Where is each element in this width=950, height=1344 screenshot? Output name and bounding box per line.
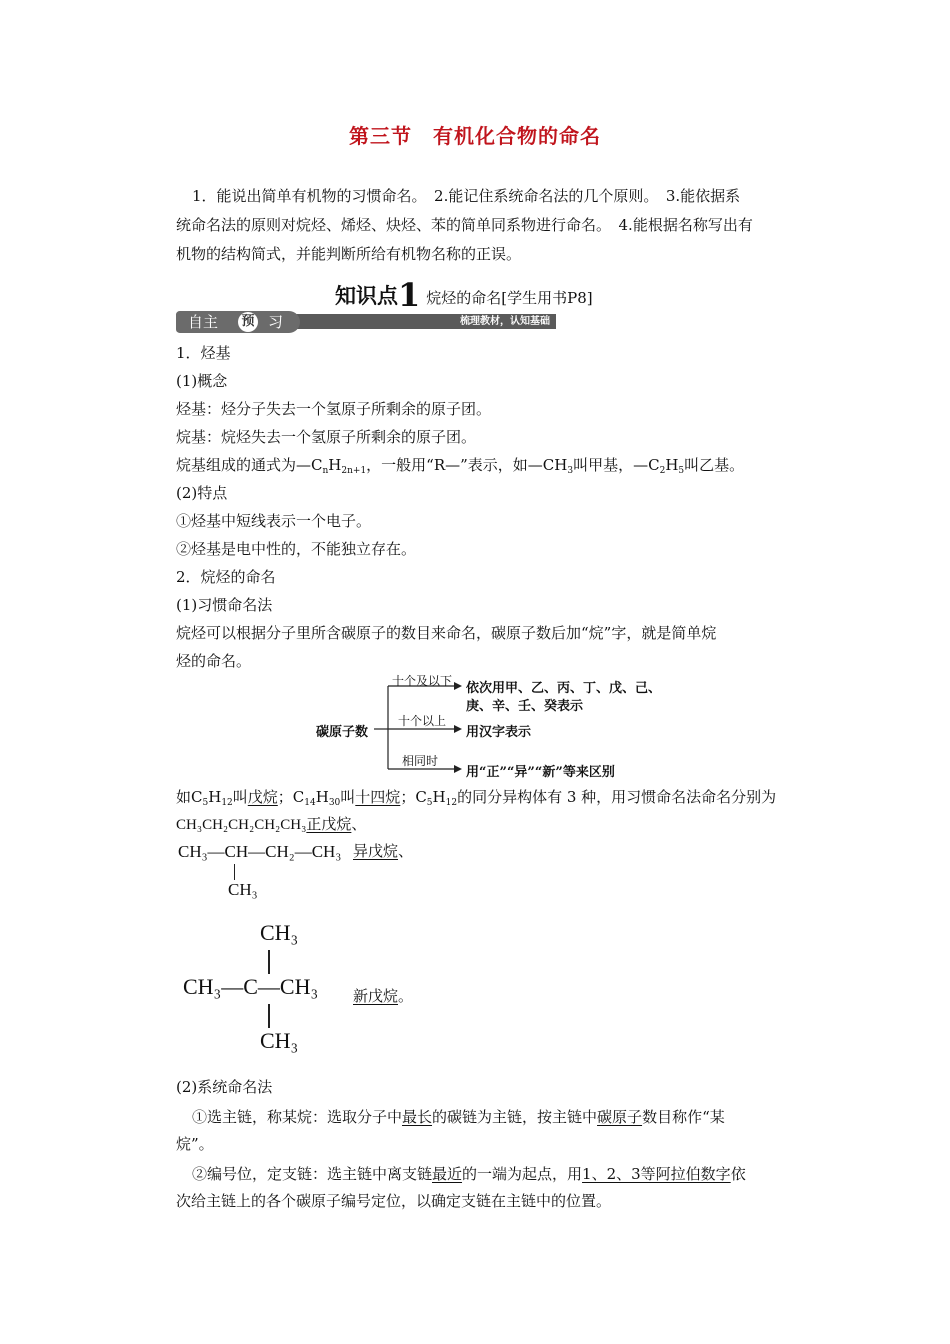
branch-1-label: 十个及以下 bbox=[392, 674, 453, 688]
banner-circle: 预 bbox=[238, 312, 258, 332]
feature-1: ①烃基中短线表示一个电子。 bbox=[176, 512, 372, 530]
knowledge-point-number: 1 bbox=[398, 276, 421, 314]
neopentane-bottom: CH₃ bbox=[260, 1028, 299, 1053]
knowledge-point-heading bbox=[335, 276, 593, 314]
branch-2-text: 用汉字表示 bbox=[466, 725, 532, 740]
objective-line-2: 统命名法的原则对烷烃、烯烃、炔烃、苯的简单同系物进行命名。 4.能根据名称写出有 bbox=[176, 216, 753, 234]
self-study-banner bbox=[176, 311, 556, 333]
neopentane-name-wrap: 新戊烷。 bbox=[353, 989, 414, 1005]
branch-1-text-b: 庚、辛、壬、癸表示 bbox=[466, 699, 584, 714]
hydrocarbyl-def: 烃基：烃分子失去一个氢原子所剩余的原子团。 bbox=[176, 400, 492, 418]
section-1-heading: 1．烃基 bbox=[176, 344, 231, 362]
objective-line-3: 机物的结构简式，并能判断所给有机物名称的正误。 bbox=[176, 245, 522, 263]
neopentane-main: CH₃—C—CH₃ bbox=[183, 974, 319, 999]
n-pentane-formula: CH₃CH₂CH₂CH₂CH₃ bbox=[176, 817, 307, 833]
diagram-root: 碳原子数 bbox=[316, 725, 369, 740]
neopentane-top-bond bbox=[268, 950, 270, 974]
carbon-count-diagram bbox=[316, 672, 676, 784]
page-title: 第三节 有机化合物的命名 bbox=[349, 124, 601, 148]
banner-label-b: 习 bbox=[268, 313, 284, 331]
systematic-rule-1-line-2: 烷”。 bbox=[176, 1135, 214, 1153]
alkyl-def: 烷基：烷烃失去一个氢原子所剩余的原子团。 bbox=[176, 428, 477, 446]
common-naming-text-2: 烃的命名。 bbox=[176, 652, 252, 670]
branch-1-text-a: 依次用甲、乙、丙、丁、戊、己、 bbox=[466, 681, 662, 696]
systematic-rule-1-line-1: ①选主链，称某烷：选取分子中最长的碳链为主链，按主链中碳原子数目称作“某 bbox=[192, 1108, 725, 1126]
branch-3-text: 用“正”“异”“新”等来区别 bbox=[466, 765, 615, 780]
isopentane-branch: CH₃ bbox=[228, 880, 258, 899]
common-naming-text-1: 烷烃可以根据分子里所含碳原子的数目来命名，碳原子数后加“烷”字，就是简单烷 bbox=[176, 624, 717, 642]
n-pentane-name: 正戊烷 bbox=[306, 817, 352, 833]
section-2-1-heading: (1)习惯命名法 bbox=[176, 596, 273, 614]
feature-2: ②烃基是电中性的，不能独立存在。 bbox=[176, 540, 417, 558]
objective-line-1: 1．能说出简单有机物的习惯命名。 2.能记住系统命名法的几个原则。 3.能依据系 bbox=[192, 187, 741, 205]
branch-2-label: 十个以上 bbox=[398, 714, 447, 728]
neopentane-bottom-bond bbox=[268, 1004, 270, 1028]
knowledge-point-subtitle: 烷烃的命名[学生用书P8] bbox=[426, 289, 593, 307]
isopentane-name: 异戊烷 bbox=[353, 844, 399, 860]
branch-3-label: 相同时 bbox=[402, 754, 439, 768]
neopentane-top: CH₃ bbox=[260, 920, 299, 945]
banner-label-a: 自主 bbox=[188, 313, 219, 331]
systematic-rule-2-line-2: 次给主链上的各个碳原子编号定位，以确定支链在主链中的位置。 bbox=[176, 1192, 612, 1210]
alkyl-formula-line: 烷基组成的通式为$—C_nH_{2n+1}$，一般用“R—”表示，如$—CH_3$叫甲基，$—C_2H_5$叫乙基。 bbox=[176, 456, 745, 476]
n-pentane-line: CH₃CH₂CH₂CH₂CH₃正戊烷、 bbox=[176, 817, 367, 833]
examples-line: 如$C_5H_{12}$叫戊烷；$C_{14}H_{30}$叫十四烷；$C_5H_{12}$的同分异构体有 3 种，用习惯命名法命名分别为 bbox=[176, 788, 777, 808]
systematic-rule-2-line-1: ②编号位，定支链：选主链中离支链最近的一端为起点，用1、2、3等阿拉伯数字依 bbox=[192, 1165, 746, 1183]
banner-label bbox=[176, 311, 300, 333]
isopentane-main-chain: CH₃—CH—CH₂—CH₃ bbox=[178, 842, 342, 861]
section-2-heading: 2．烷烃的命名 bbox=[176, 568, 276, 586]
banner-right-text: 梳理教材，认知基础 bbox=[460, 316, 550, 327]
section-1-2-heading: (2)特点 bbox=[176, 484, 228, 502]
systematic-heading: (2)系统命名法 bbox=[176, 1078, 273, 1096]
section-1-1-heading: (1)概念 bbox=[176, 372, 228, 390]
neopentane-name: 新戊烷 bbox=[353, 989, 399, 1005]
isopentane-bond bbox=[234, 864, 235, 880]
knowledge-point-prefix: 知识点 bbox=[335, 284, 398, 308]
isopentane-name-wrap: 异戊烷、 bbox=[353, 844, 414, 860]
